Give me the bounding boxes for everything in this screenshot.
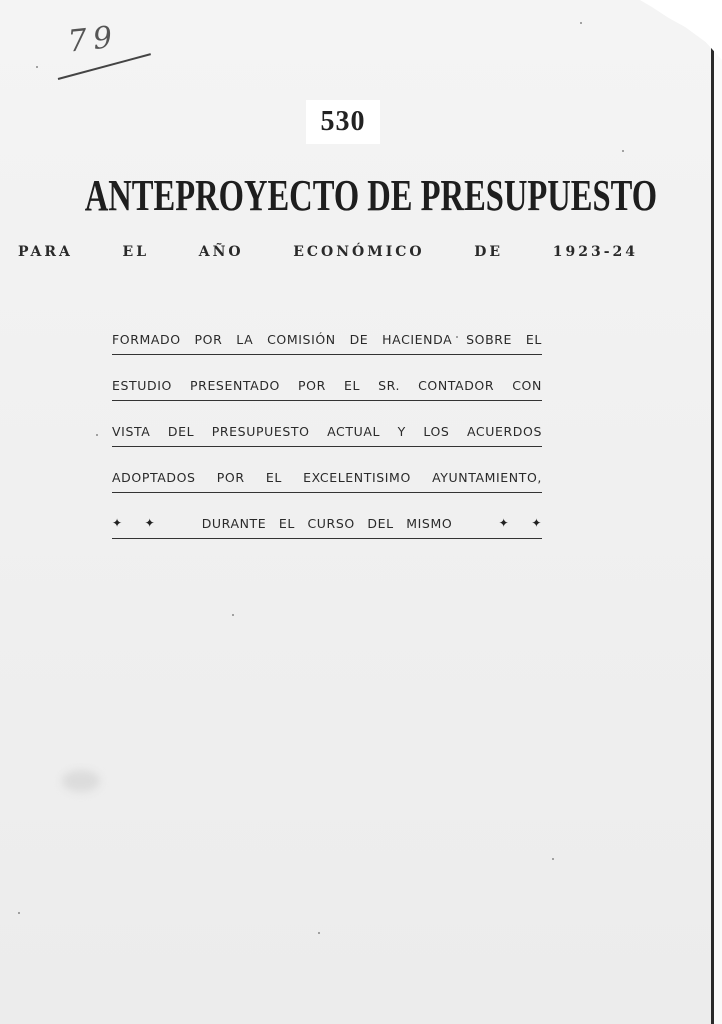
subtitle-word: EL <box>122 244 150 260</box>
underline-rule <box>112 446 542 447</box>
body-word: PRESENTADO <box>190 378 280 393</box>
body-word: CONTADOR <box>418 378 495 393</box>
body-word: CON <box>512 378 542 393</box>
body-word: ACTUAL <box>327 424 381 439</box>
underline-rule <box>112 400 542 401</box>
page-number: 530 <box>320 106 366 137</box>
body-word: POR <box>216 470 245 485</box>
paper-speck <box>622 150 624 152</box>
star-ornament-icon: ✦ <box>531 516 542 530</box>
body-word: ADOPTADOS <box>112 470 196 485</box>
paper-speck <box>552 858 554 860</box>
paper-speck <box>318 932 320 934</box>
body-line <box>112 464 542 510</box>
paper-speck <box>456 336 458 338</box>
subtitle-word: AÑO <box>198 244 244 260</box>
document-subtitle <box>18 244 638 260</box>
body-word: HACIENDA <box>382 332 453 347</box>
paper-speck <box>96 434 98 436</box>
body-word: PRESUPUESTO <box>211 424 310 439</box>
body-word: SR. <box>378 378 401 393</box>
subtitle-word: DE <box>474 244 504 260</box>
body-word: VISTA <box>112 424 151 439</box>
subtitle-year: 1923-24 <box>552 244 638 260</box>
body-line <box>112 372 542 418</box>
subtitle-word: ECONÓMICO <box>293 244 425 260</box>
body-text <box>112 326 542 556</box>
underline-rule <box>112 538 542 539</box>
closing-line <box>112 510 542 556</box>
ornament-group-right <box>499 516 542 531</box>
body-word: LOS <box>423 424 450 439</box>
body-line <box>112 418 542 464</box>
paper-speck <box>232 614 234 616</box>
body-word: Y <box>397 424 406 439</box>
body-line <box>112 326 542 372</box>
body-word: DE <box>349 332 369 347</box>
document-title: ANTEPROYECTO DE PRESUPUESTO <box>84 171 658 220</box>
body-word: AYUNTAMIENTO, <box>432 470 542 485</box>
underline-rule <box>112 492 542 493</box>
body-word: EXCELENTISIMO <box>303 470 411 485</box>
body-word: EL <box>265 470 282 485</box>
body-line-text <box>112 424 542 439</box>
body-word: DEL <box>167 424 195 439</box>
body-word: EL <box>343 378 361 393</box>
paper-speck <box>18 912 20 914</box>
body-word: POR <box>298 378 326 393</box>
body-line-text <box>112 470 542 485</box>
scan-margin <box>714 0 722 1024</box>
handwritten-annotation: 79 <box>66 19 120 60</box>
body-line-text <box>112 378 542 393</box>
body-word: ACUERDOS <box>467 424 542 439</box>
underline-rule <box>112 354 542 355</box>
body-word: SOBRE <box>466 332 513 347</box>
body-word: POR <box>194 332 223 347</box>
body-word: LA <box>236 332 254 347</box>
paper-speck <box>580 22 582 24</box>
subtitle-word: PARA <box>18 244 73 260</box>
paper-smudge <box>62 770 100 792</box>
body-word: COMISIÓN <box>267 332 336 347</box>
star-ornament-icon: ✦ <box>112 516 123 530</box>
body-word: FORMADO <box>112 332 181 347</box>
body-word: EL <box>525 332 542 347</box>
body-line-text <box>112 332 542 347</box>
ornament-group-left <box>112 516 155 531</box>
body-word: ESTUDIO <box>112 378 172 393</box>
star-ornament-icon: ✦ <box>144 516 156 530</box>
closing-line-text: DURANTE EL CURSO DEL MISMO <box>201 516 453 531</box>
paper-speck <box>36 66 38 68</box>
star-ornament-icon: ✦ <box>498 516 510 530</box>
page-number-label <box>306 100 380 144</box>
